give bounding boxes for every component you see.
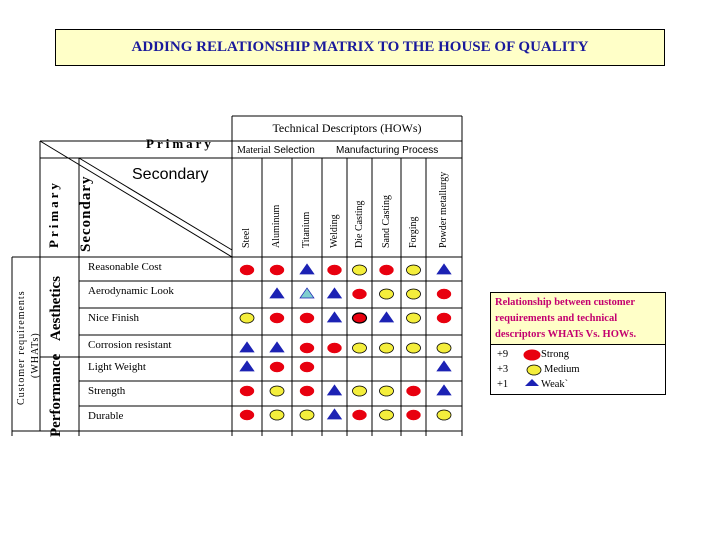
legend-medium-symbol (527, 365, 541, 375)
primary-header-left: Primary (46, 180, 61, 248)
legend-value-weak: +1 (497, 379, 509, 390)
whats-label: (WHATs) (30, 332, 41, 378)
legend-value-medium: +3 (497, 364, 509, 375)
secondary-header-left: Secondary (78, 175, 94, 252)
medium-symbol (407, 265, 421, 275)
page-title: ADDING RELATIONSHIP MATRIX TO THE HOUSE OF QUALITY (55, 29, 665, 66)
strong-symbol (270, 313, 284, 323)
medium-symbol (380, 343, 394, 353)
legend-strong-symbol (524, 350, 540, 360)
medium-symbol (437, 410, 451, 420)
strong-symbol (270, 362, 284, 372)
strong-symbol (300, 343, 314, 353)
medium-symbol (380, 386, 394, 396)
column-label: Die Casting (353, 200, 365, 248)
weak-symbol (380, 312, 394, 322)
performance-label: Performance (48, 353, 64, 437)
aesthetics-label: Aesthetics (48, 276, 64, 341)
medium-symbol (407, 289, 421, 299)
strong-symbol (300, 386, 314, 396)
legend-label-strong: Strong (541, 349, 570, 360)
legend-label-medium: Medium (544, 364, 580, 375)
row-label: Aerodynamic Look (88, 285, 174, 297)
manufacturing-process-label: Manufacturing Process (336, 145, 439, 156)
technical-descriptors-label: Technical Descriptors (HOWs) (272, 121, 422, 135)
legend-description: Relationship between customer requirements and technical descriptors WHATs Vs. HOWs. (490, 292, 666, 345)
row-label: Nice Finish (88, 312, 140, 324)
medium-symbol (437, 343, 451, 353)
weak-symbol (300, 264, 314, 274)
weak-symbol (328, 288, 342, 298)
column-label: Steel (241, 228, 252, 248)
weak-symbol (300, 288, 314, 298)
weak-symbol (437, 385, 451, 395)
strong-symbol (380, 265, 394, 275)
legend-weak-symbol (525, 379, 539, 386)
material-selection-label: Material Selection (237, 145, 315, 156)
strong-symbol (300, 313, 314, 323)
primary-header-top: Primary (146, 136, 214, 151)
medium-symbol (380, 410, 394, 420)
row-label: Durable (88, 410, 124, 422)
column-label: Welding (328, 214, 340, 248)
row-label: Reasonable Cost (88, 261, 162, 273)
weak-symbol (328, 312, 342, 322)
strong-symbol (328, 265, 342, 275)
strong-symbol (240, 410, 254, 420)
legend (490, 345, 666, 395)
weak-symbol (437, 264, 451, 274)
medium-symbol (300, 410, 314, 420)
row-label: Corrosion resistant (88, 339, 172, 351)
weak-symbol (270, 288, 284, 298)
medium-symbol (240, 313, 254, 323)
strong-symbol (353, 313, 367, 323)
medium-symbol (407, 343, 421, 353)
strong-symbol (240, 386, 254, 396)
weak-symbol (328, 385, 342, 395)
column-label: Powder metallurgy (438, 171, 449, 248)
strong-symbol (240, 265, 254, 275)
strong-symbol (300, 362, 314, 372)
customer-requirements-label: Customer requirements (16, 290, 27, 405)
weak-symbol (270, 342, 284, 352)
strong-symbol (437, 313, 451, 323)
strong-symbol (353, 289, 367, 299)
row-label: Strength (88, 385, 126, 397)
medium-symbol (407, 313, 421, 323)
medium-symbol (353, 265, 367, 275)
medium-symbol (380, 289, 394, 299)
strong-symbol (270, 265, 284, 275)
column-label: Titanium (301, 211, 312, 248)
strong-symbol (353, 410, 367, 420)
weak-symbol (240, 342, 254, 352)
strong-symbol (407, 386, 421, 396)
legend-symbols (491, 345, 667, 395)
legend-label-weak: Weak` (541, 379, 569, 390)
medium-symbol (270, 410, 284, 420)
medium-symbol (353, 386, 367, 396)
column-label: Aluminum (271, 204, 282, 248)
strong-symbol (437, 289, 451, 299)
weak-symbol (437, 361, 451, 371)
legend-value-strong: +9 (497, 349, 509, 360)
medium-symbol (353, 343, 367, 353)
weak-symbol (240, 361, 254, 371)
medium-symbol (270, 386, 284, 396)
strong-symbol (407, 410, 421, 420)
weak-symbol (328, 409, 342, 419)
secondary-header-top: Secondary (132, 166, 209, 183)
column-label: Forging (407, 216, 419, 248)
column-label: Sand Casting (380, 194, 392, 248)
strong-symbol (328, 343, 342, 353)
row-label: Light Weight (88, 361, 146, 373)
